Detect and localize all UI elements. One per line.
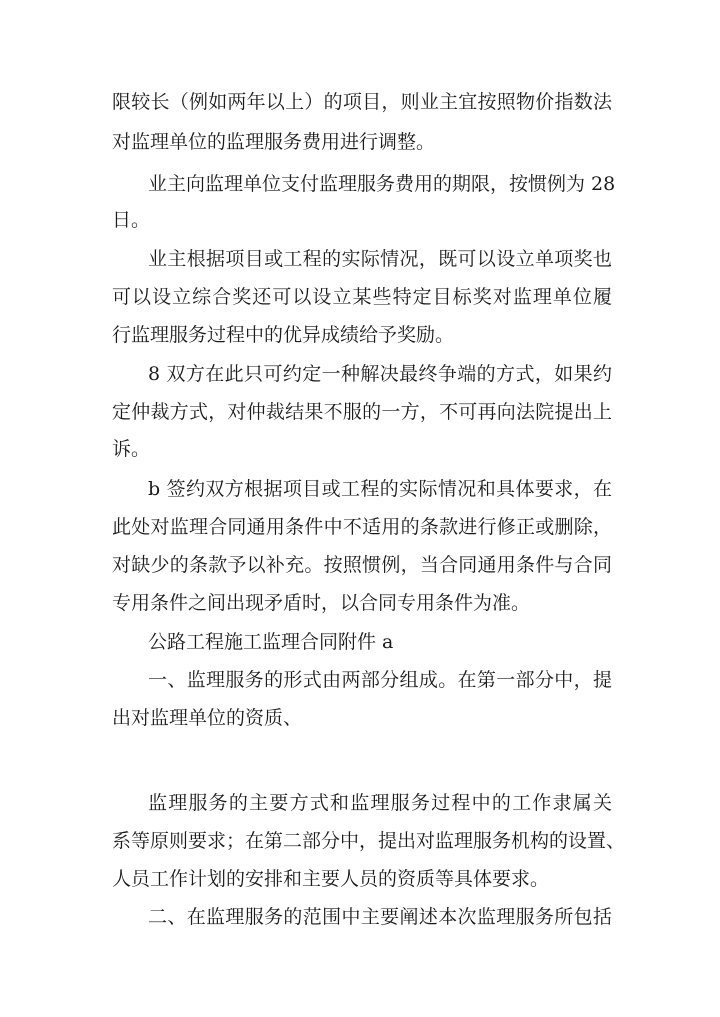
- text-line: 人员工作计划的安排和主要人员的资质等具体要求。: [112, 868, 550, 890]
- text-line: 业主向监理单位支付监理服务费用的期限，按惯例为 28: [148, 173, 616, 195]
- text-line: 可以设立综合奖还可以设立某些特定目标奖对监理单位履: [112, 286, 612, 308]
- text-line: 专用条件之间出现矛盾时，以合同专用条件为准。: [112, 592, 531, 614]
- text-line: 监理服务的主要方式和监理服务过程中的工作隶属关: [148, 792, 612, 814]
- text-line: 系等原则要求；在第二部分中，提出对监理服务机构的设置、: [112, 830, 626, 852]
- text-line: 限较长（例如两年以上）的项目，则业主宜按照物价指数法: [112, 91, 612, 113]
- text-line: 一、监理服务的形式由两部分组成。在第一部分中，提: [148, 669, 612, 691]
- text-line: 8 双方在此只可约定一种解决最终争端的方式，如果约: [148, 363, 612, 385]
- text-line: 公路工程施工监理合同附件 a: [148, 631, 394, 653]
- text-line: 对缺少的条款予以补充。按照惯例，当合同通用条件与合同: [112, 554, 612, 576]
- text-line: b 签约双方根据项目或工程的实际情况和具体要求，在: [148, 478, 612, 500]
- text-line: 此处对监理合同通用条件中不适用的条款进行修正或删除，: [112, 516, 612, 538]
- text-line: 定仲裁方式，对仲裁结果不服的一方，不可再向法院提出上: [112, 401, 612, 423]
- text-line: 对监理单位的监理服务费用进行调整。: [112, 131, 436, 153]
- text-line: 日。: [112, 209, 151, 231]
- text-line: 业主根据项目或工程的实际情况，既可以设立单项奖也: [148, 248, 612, 270]
- text-line: 出对监理单位的资质、: [112, 707, 303, 729]
- text-line: 二、在监理服务的范围中主要阐述本次监理服务所包括: [148, 906, 612, 928]
- text-line: 诉。: [112, 438, 151, 460]
- text-line: 行监理服务过程中的优异成绩给予奖励。: [112, 324, 455, 346]
